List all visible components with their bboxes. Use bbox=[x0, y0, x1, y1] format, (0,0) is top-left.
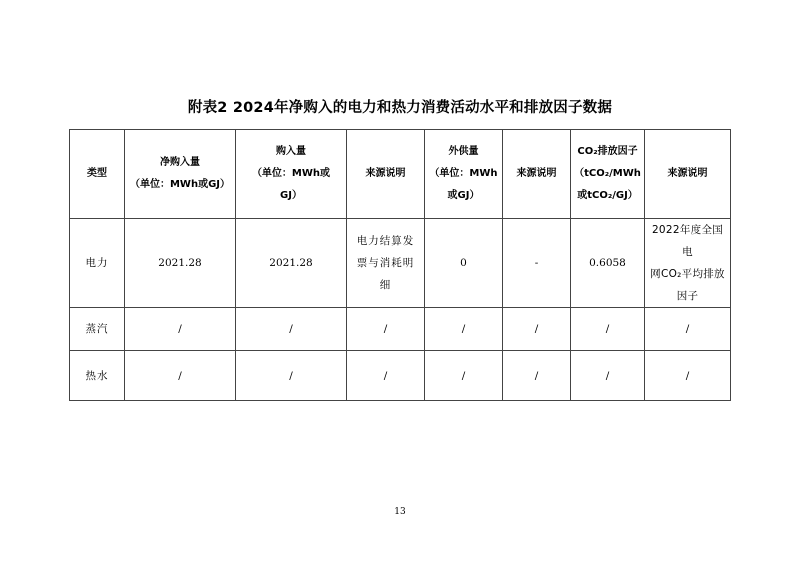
header-ef-unit: （tCO₂/MWh bbox=[574, 168, 641, 179]
header-type: 类型 bbox=[70, 130, 125, 219]
header-source-3: 来源说明 bbox=[645, 130, 731, 219]
cell-source-2: / bbox=[503, 351, 571, 401]
cell-purchase: / bbox=[236, 308, 347, 351]
cell-emission-factor: 0.6058 bbox=[571, 219, 645, 308]
cell-source-3-line-3: 因子 bbox=[676, 290, 699, 302]
table-caption: 附表2 2024年净购入的电力和热力消费活动水平和排放因子数据 bbox=[187, 100, 613, 116]
cell-emission-factor: / bbox=[571, 308, 645, 351]
cell-source-1: / bbox=[347, 308, 425, 351]
cell-supply: / bbox=[425, 308, 503, 351]
cell-source-3-line-1: 2022年度全国电 bbox=[651, 224, 724, 258]
header-supply-unit: （单位：MWh bbox=[429, 168, 498, 179]
table-row-hot-water bbox=[70, 351, 731, 401]
header-purchase-title: 购入量 bbox=[276, 146, 306, 157]
cell-type: 蒸汽 bbox=[70, 308, 125, 351]
header-net-purchase-unit: （单位：MWh或GJ） bbox=[129, 179, 231, 190]
table-row-electricity bbox=[70, 219, 731, 308]
header-ef-unit-cont: 或tCO₂/GJ） bbox=[577, 190, 638, 201]
cell-source-2: - bbox=[503, 219, 571, 308]
cell-purchase: / bbox=[236, 351, 347, 401]
cell-net-purchase: 2021.28 bbox=[125, 219, 236, 308]
emission-data-table bbox=[69, 129, 731, 401]
cell-supply: / bbox=[425, 351, 503, 401]
cell-source-1-line-1: 电力结算发 bbox=[356, 235, 415, 247]
header-supply-title: 外供量 bbox=[448, 146, 479, 157]
cell-type: 热水 bbox=[70, 351, 125, 401]
header-emission-factor bbox=[571, 130, 645, 219]
header-purchase-unit-cont: GJ） bbox=[280, 190, 302, 201]
cell-source-3-line-2: 网CO₂平均排放 bbox=[650, 268, 725, 280]
cell-emission-factor: / bbox=[571, 351, 645, 401]
cell-source-2: / bbox=[503, 308, 571, 351]
cell-supply: 0 bbox=[425, 219, 503, 308]
header-net-purchase-title: 净购入量 bbox=[160, 157, 200, 168]
header-source-2: 来源说明 bbox=[503, 130, 571, 219]
table-header-row bbox=[70, 130, 731, 219]
cell-source-1: / bbox=[347, 351, 425, 401]
header-purchase bbox=[236, 130, 347, 219]
cell-source-1 bbox=[347, 219, 425, 308]
header-supply-unit-cont: 或GJ） bbox=[447, 190, 480, 201]
cell-purchase: 2021.28 bbox=[236, 219, 347, 308]
cell-source-1-line-2: 票与消耗明 bbox=[356, 257, 415, 269]
header-net-purchase bbox=[125, 130, 236, 219]
page-number: 13 bbox=[394, 507, 406, 517]
header-supply bbox=[425, 130, 503, 219]
cell-net-purchase: / bbox=[125, 351, 236, 401]
cell-net-purchase: / bbox=[125, 308, 236, 351]
cell-source-1-line-3: 细 bbox=[379, 279, 392, 291]
header-ef-title: CO₂排放因子 bbox=[577, 146, 638, 157]
header-source-1: 来源说明 bbox=[347, 130, 425, 219]
header-purchase-unit: （单位：MWh或 bbox=[251, 168, 331, 179]
cell-type: 电力 bbox=[70, 219, 125, 308]
cell-source-3 bbox=[645, 219, 731, 308]
cell-source-3: / bbox=[645, 308, 731, 351]
cell-source-3: / bbox=[645, 351, 731, 401]
table-row-steam bbox=[70, 308, 731, 351]
